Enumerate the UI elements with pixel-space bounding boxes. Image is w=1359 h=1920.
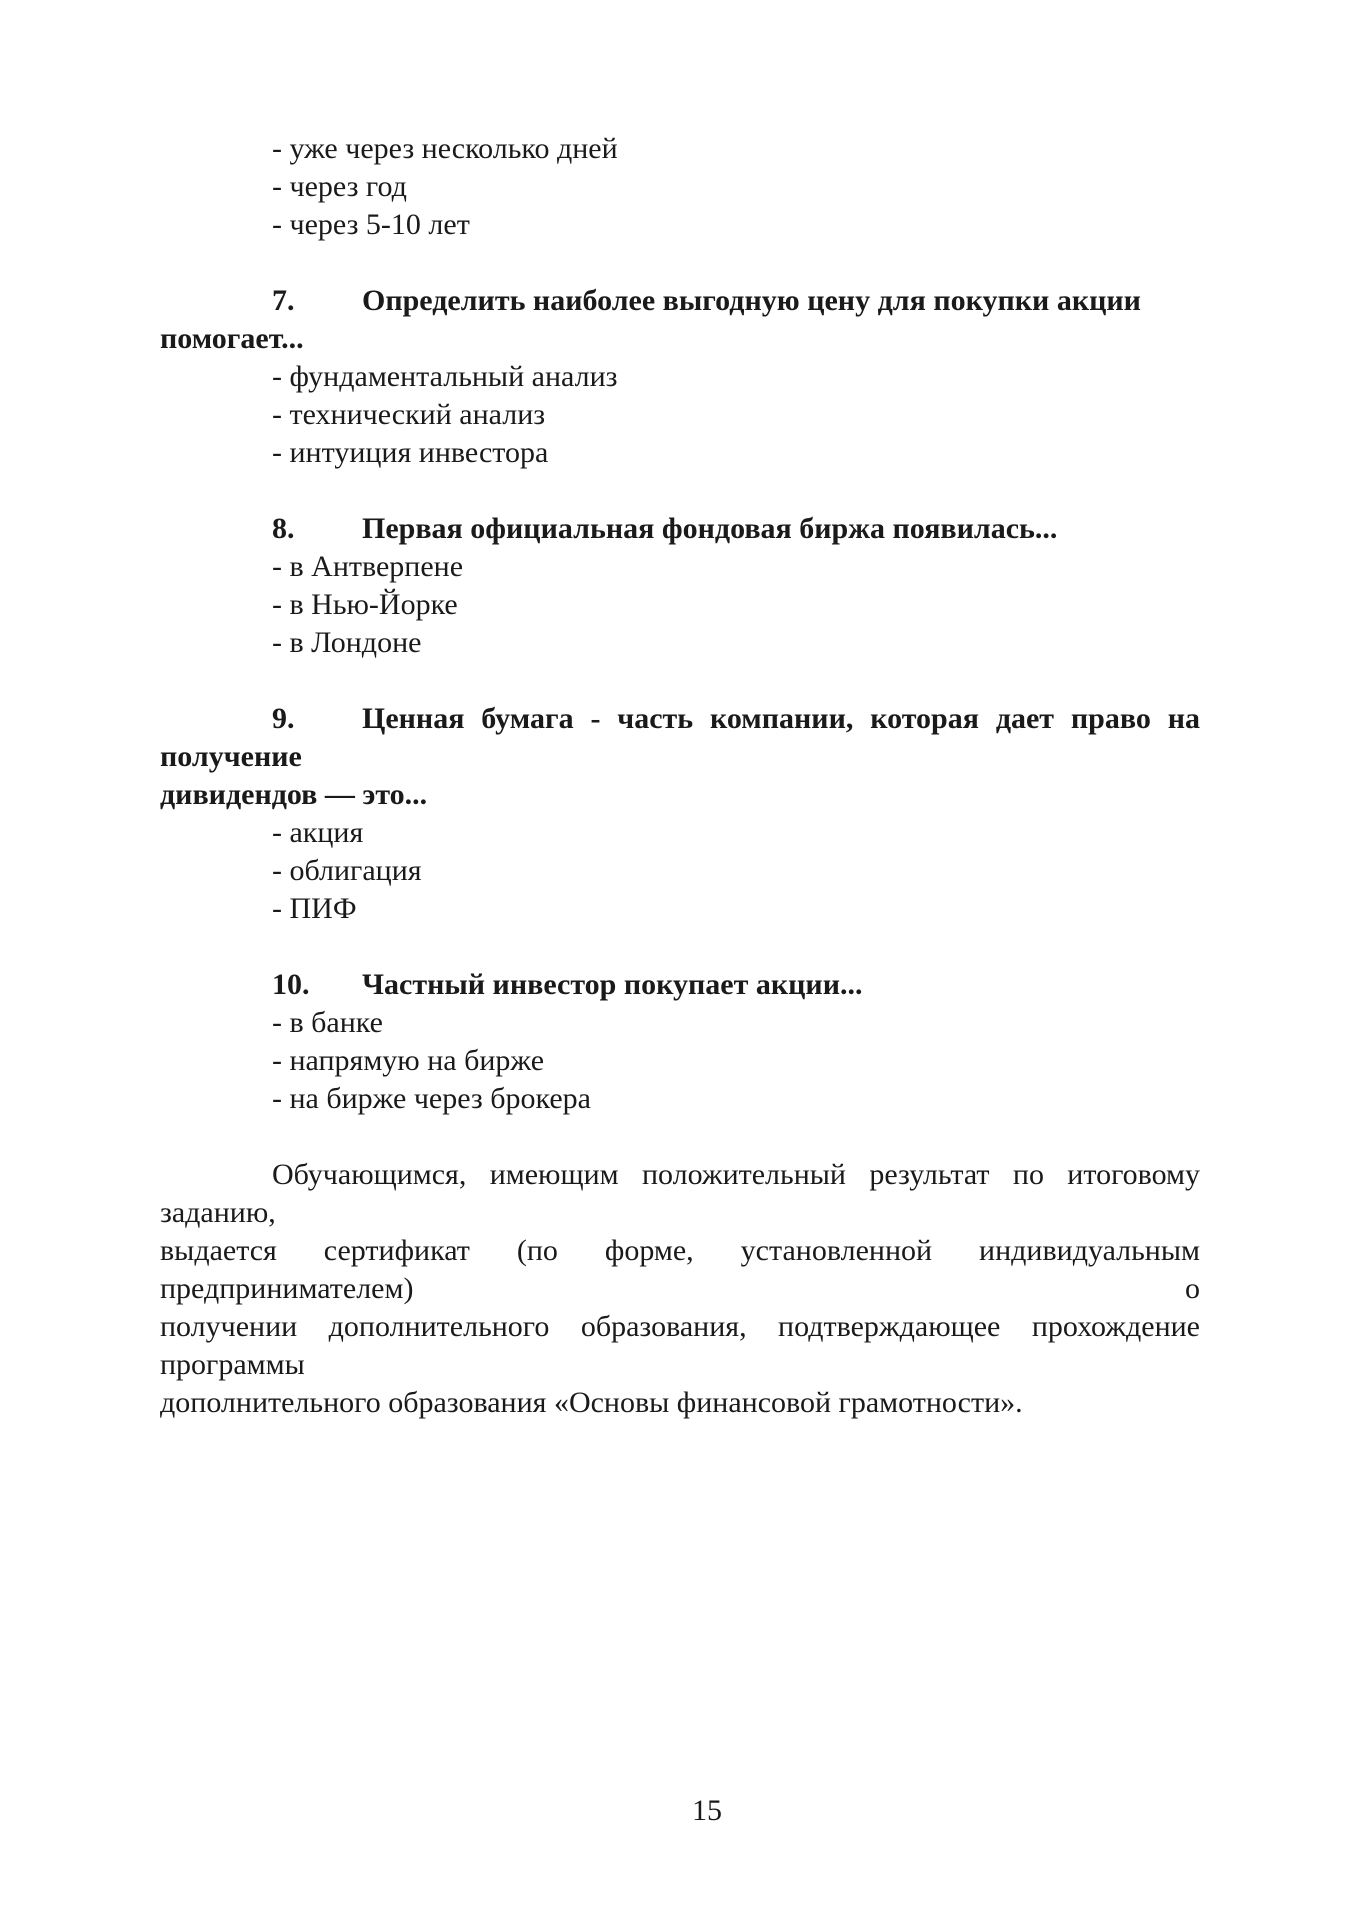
answer-option: - технический анализ [272, 398, 546, 431]
question-number: 7. [272, 284, 295, 317]
intro-answer-option: - через год [272, 170, 407, 203]
closing-paragraph-text: получении дополнительного образования, подтверждающее прохождение программы [160, 1310, 1200, 1381]
answer-option: - в банке [272, 1006, 383, 1039]
question-title: Частный инвестор покупает акции... [362, 968, 863, 1001]
closing-paragraph-line [160, 1308, 1200, 1384]
question-8-heading [160, 510, 1200, 548]
question-9-heading [160, 700, 1200, 776]
question-title: Определить наиболее выгодную цену для покупки акции помогает... [160, 284, 1141, 355]
closing-paragraph-text: дополнительного образования «Основы финансовой грамотности». [160, 1386, 1023, 1419]
answer-option: - в Лондоне [272, 626, 422, 659]
answer-option: - в Антверпене [272, 550, 464, 583]
answer-option: - фундаментальный анализ [272, 360, 618, 393]
closing-paragraph-line [160, 1232, 1200, 1308]
question-10-heading [160, 966, 1200, 1004]
question-title: Первая официальная фондовая биржа появилась... [362, 512, 1058, 545]
answer-option: - ПИФ [272, 892, 357, 925]
answer-option: - облигация [272, 854, 422, 887]
answer-option: - акция [272, 816, 364, 849]
page-number: 15 [692, 1794, 722, 1827]
question-number: 9. [272, 702, 295, 735]
document-body [160, 130, 1200, 1422]
question-7-heading [160, 282, 1200, 358]
intro-answer-option: - через 5-10 лет [272, 208, 470, 241]
question-9-heading-continuation: дивидендов — это... [160, 778, 428, 811]
answer-option: - в Нью-Йорке [272, 588, 458, 621]
answer-option: - интуиция инвестора [272, 436, 549, 469]
answer-option: - напрямую на бирже [272, 1044, 545, 1077]
question-number: 10. [272, 968, 310, 1001]
closing-paragraph-line [160, 1156, 1200, 1232]
closing-paragraph-text: выдается сертификат (по форме, установленной индивидуальным предпринимателем) о [160, 1234, 1200, 1305]
question-number: 8. [272, 512, 295, 545]
question-title: Ценная бумага - часть компании, которая дает право на получение [160, 702, 1200, 773]
closing-paragraph-text: Обучающимся, имеющим положительный результат по итоговому заданию, [160, 1158, 1200, 1229]
answer-option: - на бирже через брокера [272, 1082, 591, 1115]
closing-paragraph-line [160, 1384, 1200, 1422]
intro-answer-option: - уже через несколько дней [272, 132, 618, 165]
